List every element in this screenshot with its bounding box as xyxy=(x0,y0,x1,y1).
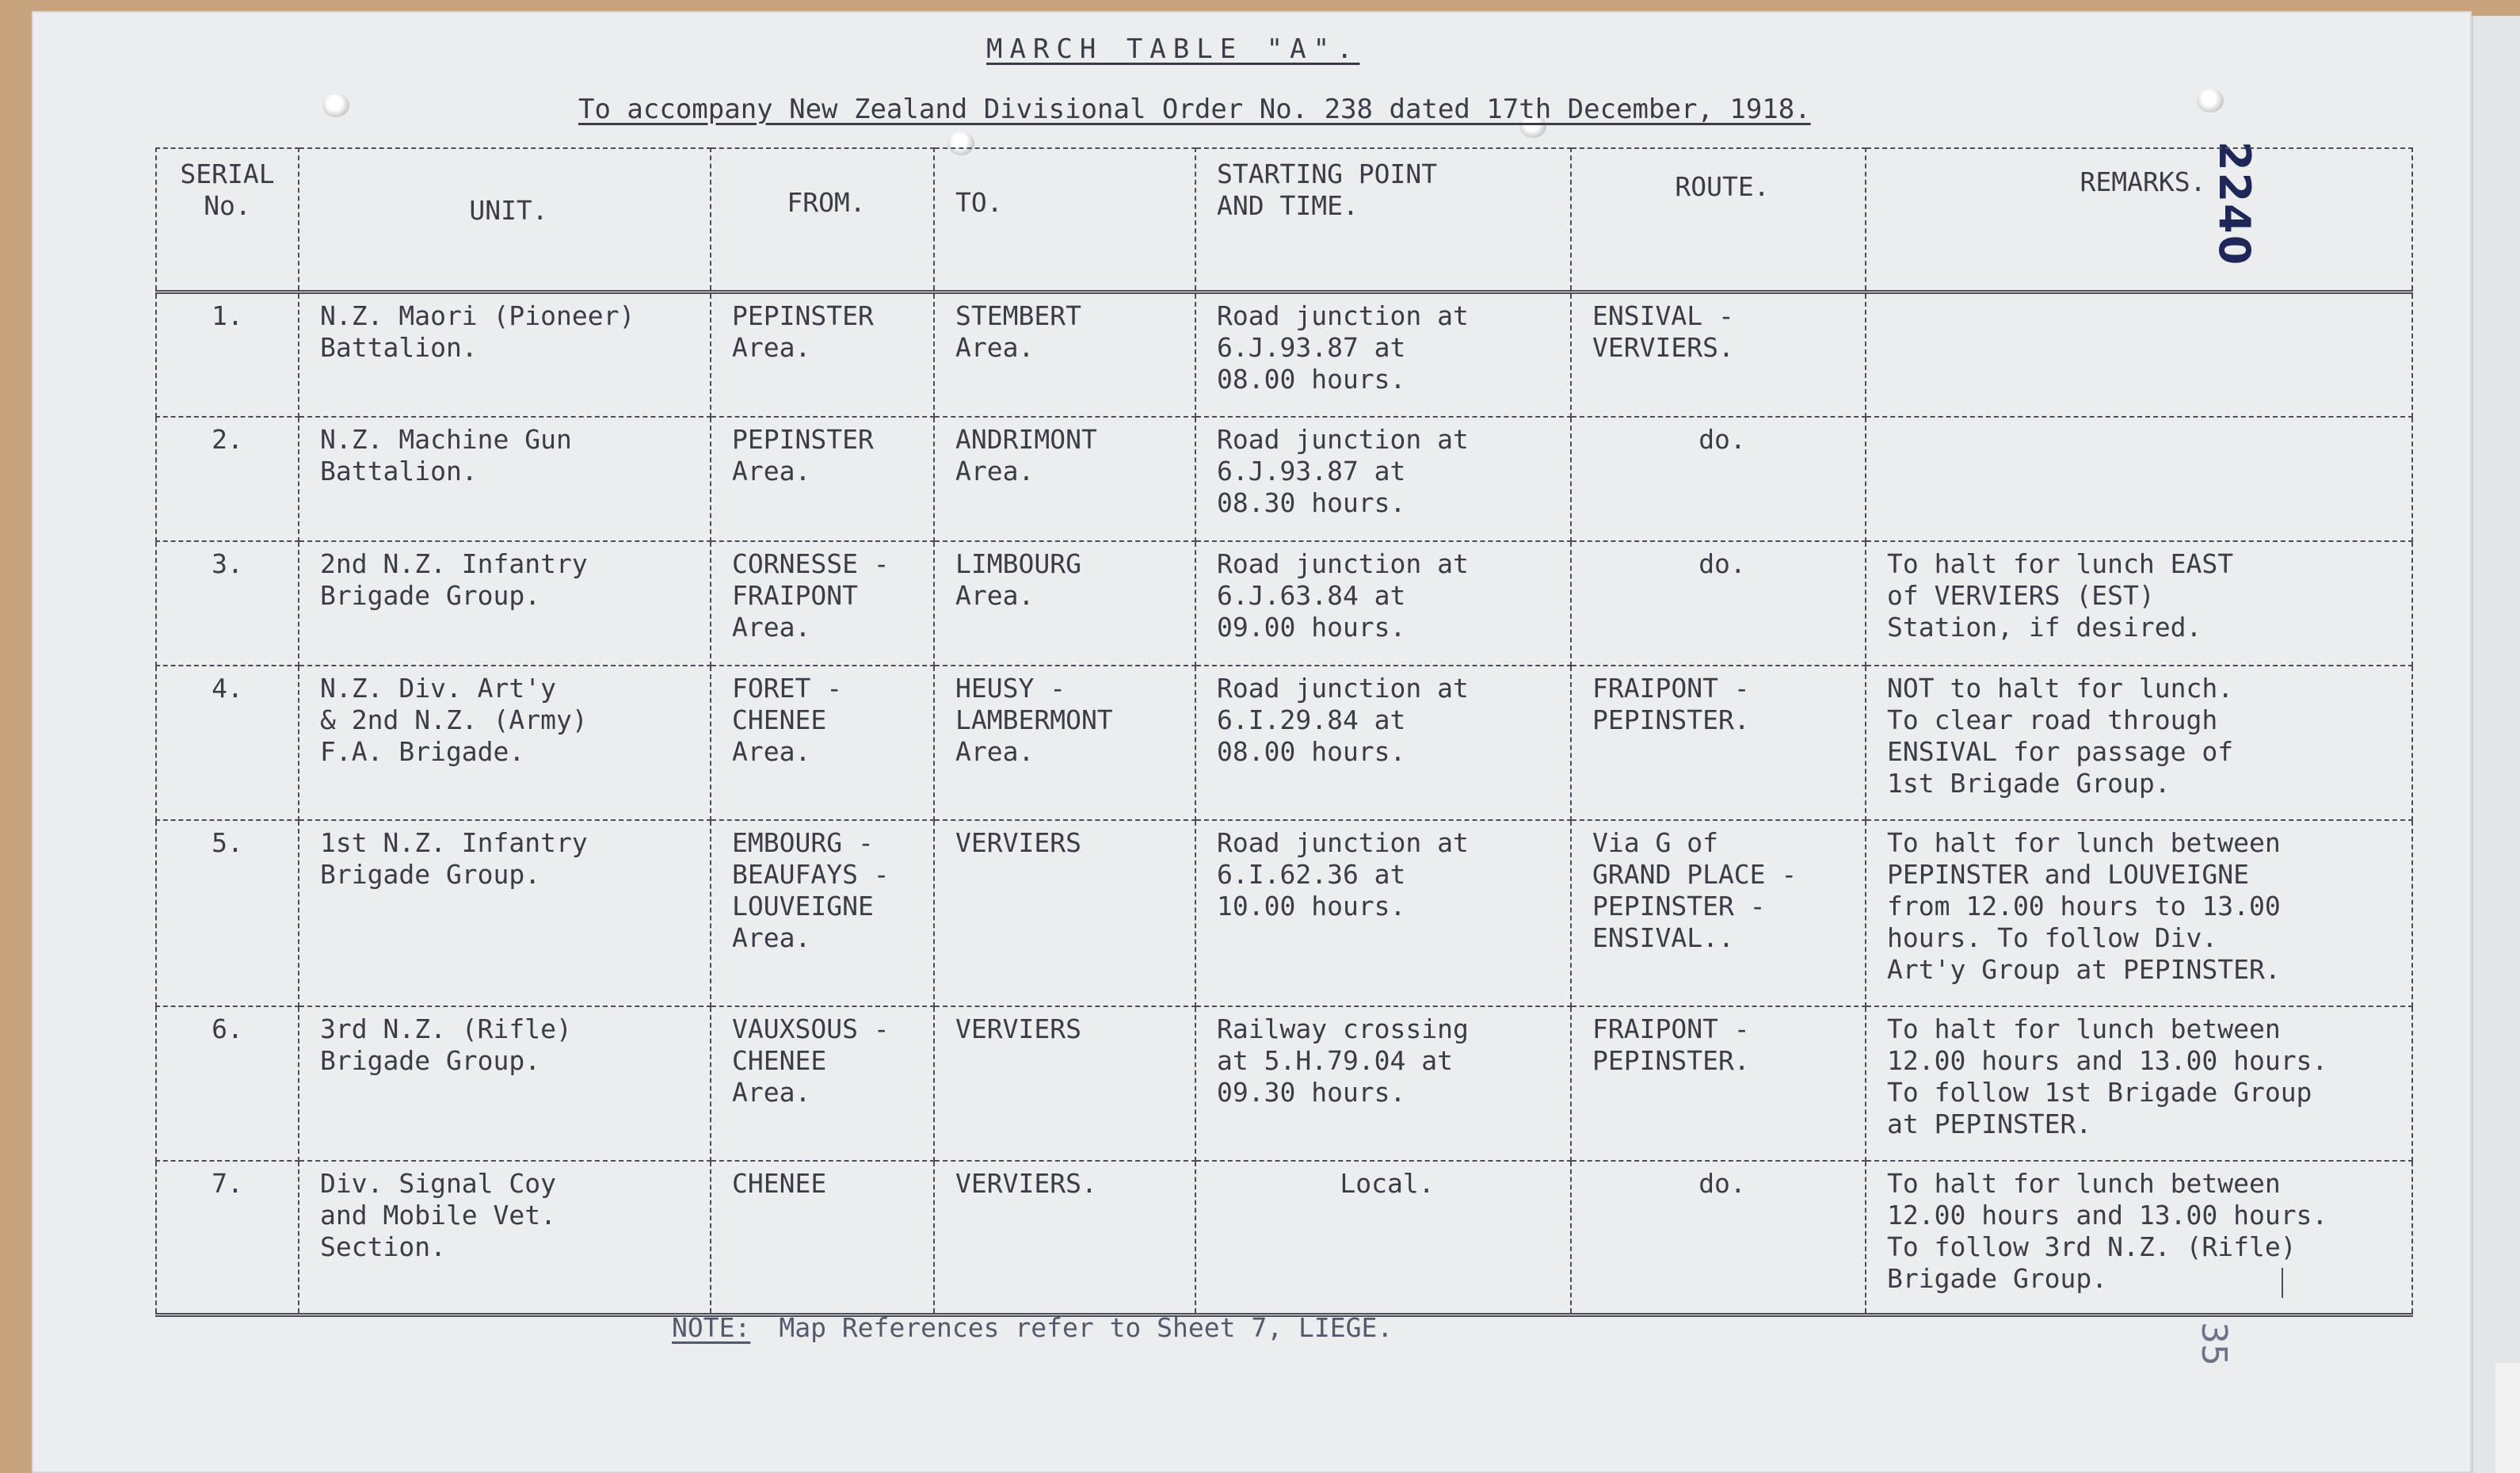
header-remarks: REMARKS. xyxy=(1866,148,2412,292)
cell-to: VERVIERS. xyxy=(934,1161,1195,1315)
cell-from: PEPINSTER Area. xyxy=(711,292,934,417)
cell-from: EMBOURG - BEAUFAYS - LOUVEIGNE Area. xyxy=(711,820,934,1006)
footnote xyxy=(672,1312,1393,1343)
table-row xyxy=(156,666,2412,820)
table-row xyxy=(156,1161,2412,1315)
cell-unit: 2nd N.Z. Infantry Brigade Group. xyxy=(299,541,711,666)
underlying-sheet-corner xyxy=(2495,1363,2520,1473)
cell-from: VAUXSOUS - CHENEE Area. xyxy=(711,1006,934,1161)
cell-starting-point: Railway crossing at 5.H.79.04 at 09.30 hours. xyxy=(1195,1006,1571,1161)
cell-route: do. xyxy=(1571,1161,1866,1315)
cell-route: do. xyxy=(1571,541,1866,666)
cell-to: ANDRIMONT Area. xyxy=(934,417,1195,541)
cell-unit: N.Z. Div. Art'y & 2nd N.Z. (Army) F.A. Brigade. xyxy=(299,666,711,820)
table-row xyxy=(156,820,2412,1006)
cell-from: CORNESSE - FRAIPONT Area. xyxy=(711,541,934,666)
cell-starting-point: Local. xyxy=(1195,1161,1571,1315)
cell-remarks: To halt for lunch between PEPINSTER and LOUVEIGNE from 12.00 hours to 13.00 hours. To follow Div. Art'y Group at PEPINSTER. xyxy=(1866,820,2412,1006)
cell-serial: 6. xyxy=(156,1006,299,1161)
cell-route: FRAIPONT - PEPINSTER. xyxy=(1571,666,1866,820)
cell-remarks: To halt for lunch EAST of VERVIERS (EST) Station, if desired. xyxy=(1866,541,2412,666)
cell-serial: 3. xyxy=(156,541,299,666)
punch-hole xyxy=(2197,89,2224,113)
cell-remarks: To halt for lunch between 12.00 hours and 13.00 hours. To follow 3rd N.Z. (Rifle) Brigade Group. xyxy=(1866,1161,2412,1315)
cell-serial: 1. xyxy=(156,292,299,417)
cell-remarks xyxy=(1866,417,2412,541)
cell-to: VERVIERS xyxy=(934,1006,1195,1161)
cell-remarks: NOT to halt for lunch. To clear road through ENSIVAL for passage of 1st Brigade Group. xyxy=(1866,666,2412,820)
march-table xyxy=(155,147,2413,1317)
header-unit: UNIT. xyxy=(299,148,711,292)
footnote-label: NOTE: xyxy=(672,1312,751,1343)
cell-starting-point: Road junction at 6.I.29.84 at 08.00 hours. xyxy=(1195,666,1571,820)
page-number-mark: 35 xyxy=(2194,1322,2234,1366)
header-from: FROM. xyxy=(711,148,934,292)
cell-unit: 1st N.Z. Infantry Brigade Group. xyxy=(299,820,711,1006)
cell-route: do. xyxy=(1571,417,1866,541)
table-row xyxy=(156,1006,2412,1161)
cell-starting-point: Road junction at 6.I.62.36 at 10.00 hours. xyxy=(1195,820,1571,1006)
punch-hole xyxy=(322,93,349,117)
cell-unit: N.Z. Machine Gun Battalion. xyxy=(299,417,711,541)
table-row xyxy=(156,541,2412,666)
cell-starting-point: Road junction at 6.J.93.87 at 08.30 hours. xyxy=(1195,417,1571,541)
header-serial: SERIAL No. xyxy=(156,148,299,292)
document-title: MARCH TABLE "A". xyxy=(986,33,1360,65)
cell-from: PEPINSTER Area. xyxy=(711,417,934,541)
cell-to: HEUSY - LAMBERMONT Area. xyxy=(934,666,1195,820)
cell-serial: 5. xyxy=(156,820,299,1006)
table-header-row xyxy=(156,148,2412,292)
cell-to: VERVIERS xyxy=(934,820,1195,1006)
cell-to: LIMBOURG Area. xyxy=(934,541,1195,666)
cell-starting-point: Road junction at 6.J.93.87 at 08.00 hours. xyxy=(1195,292,1571,417)
cell-unit: 3rd N.Z. (Rifle) Brigade Group. xyxy=(299,1006,711,1161)
cell-from: CHENEE xyxy=(711,1161,934,1315)
cell-route: ENSIVAL - VERVIERS. xyxy=(1571,292,1866,417)
cell-remarks xyxy=(1866,292,2412,417)
cell-serial: 2. xyxy=(156,417,299,541)
cell-serial: 4. xyxy=(156,666,299,820)
cell-unit: N.Z. Maori (Pioneer) Battalion. xyxy=(299,292,711,417)
cell-route: FRAIPONT - PEPINSTER. xyxy=(1571,1006,1866,1161)
header-starting-point: STARTING POINT AND TIME. xyxy=(1195,148,1571,292)
cell-remarks: To halt for lunch between 12.00 hours and 13.00 hours. To follow 1st Brigade Group at PEPINSTER. xyxy=(1866,1006,2412,1161)
header-route: ROUTE. xyxy=(1571,148,1866,292)
document-subtitle: To accompany New Zealand Divisional Order No. 238 dated 17th December, 1918. xyxy=(578,93,1811,125)
cell-serial: 7. xyxy=(156,1161,299,1315)
margin-tick xyxy=(2282,1268,2283,1298)
cell-route: Via G of GRAND PLACE - PEPINSTER - ENSIVAL.. xyxy=(1571,820,1866,1006)
underlying-sheet-edge xyxy=(2472,16,2520,1473)
table-row xyxy=(156,292,2412,417)
cell-from: FORET - CHENEE Area. xyxy=(711,666,934,820)
footnote-text: Map References refer to Sheet 7, LIEGE. xyxy=(779,1312,1393,1343)
cell-to: STEMBERT Area. xyxy=(934,292,1195,417)
header-to: TO. xyxy=(934,148,1195,292)
cell-starting-point: Road junction at 6.J.63.84 at 09.00 hours. xyxy=(1195,541,1571,666)
archive-stamp-number: 2240 xyxy=(2209,141,2259,267)
cell-unit: Div. Signal Coy and Mobile Vet. Section. xyxy=(299,1161,711,1315)
table-row xyxy=(156,417,2412,541)
